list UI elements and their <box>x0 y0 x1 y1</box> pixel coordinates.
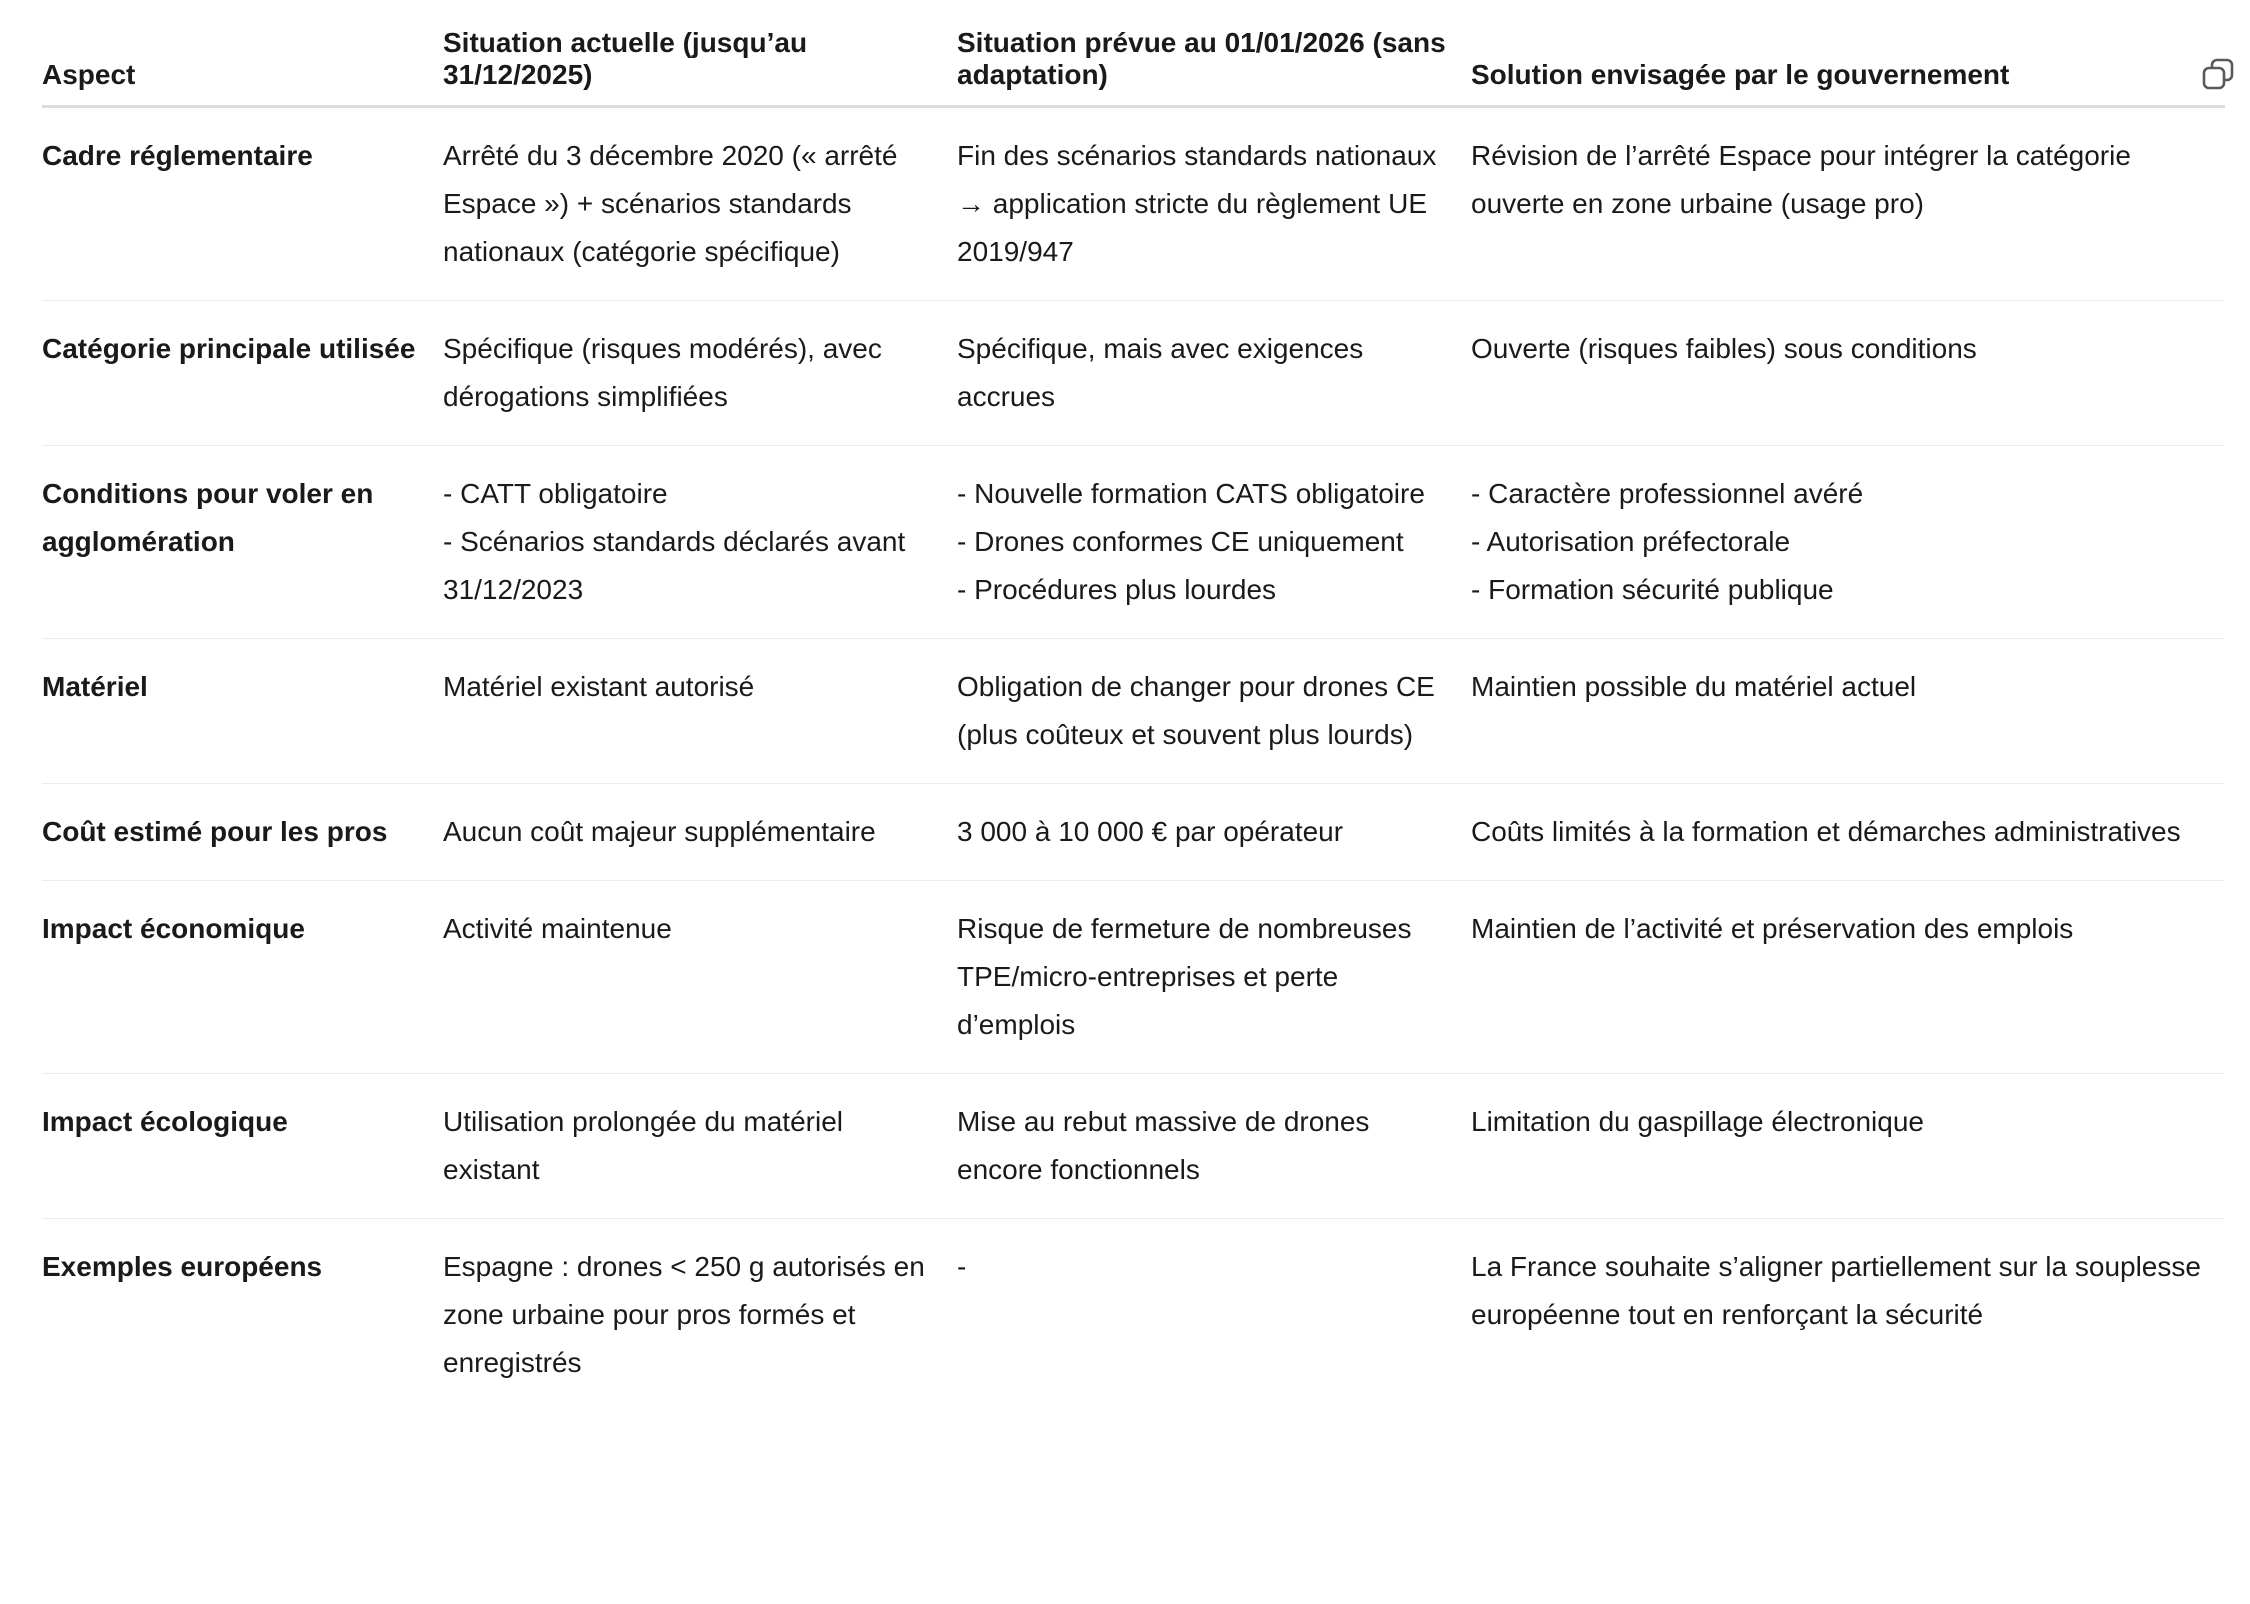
cell-aspect: Coût estimé pour les pros <box>42 784 443 881</box>
cell-solution <box>1471 446 2225 639</box>
table-row <box>42 446 2225 639</box>
cell-situation-actuelle <box>443 639 957 784</box>
cell-solution <box>1471 784 2225 881</box>
cell-line: - <box>957 1251 967 1282</box>
cell-solution <box>1471 639 2225 784</box>
cell-situation-actuelle <box>443 1074 957 1219</box>
table-row <box>42 1219 2225 1412</box>
cell-situation-prevue <box>957 784 1471 881</box>
cell-aspect: Matériel <box>42 639 443 784</box>
cell-line: Espagne : drones < 250 g autorisés en zone urbaine pour pros formés et enregistrés <box>443 1251 925 1378</box>
table-row <box>42 784 2225 881</box>
cell-line: Fin des scénarios standards nationaux → application stricte du règlement UE 2019/947 <box>957 140 1437 267</box>
cell-aspect: Cadre réglementaire <box>42 107 443 301</box>
cell-line: La France souhaite s’aligner partiellement sur la souplesse européenne tout en renforçant la sécurité <box>1471 1251 2201 1330</box>
cell-solution <box>1471 1074 2225 1219</box>
table-header <box>42 0 2225 107</box>
cell-line: Révision de l’arrêté Espace pour intégrer la catégorie ouverte en zone urbaine (usage pro) <box>1471 140 2131 219</box>
cell-line: - Nouvelle formation CATS obligatoire <box>957 478 1425 509</box>
cell-solution <box>1471 881 2225 1074</box>
copy-icon <box>2200 56 2236 92</box>
cell-line: - Drones conformes CE uniquement <box>957 526 1404 557</box>
header-situation-actuelle: Situation actuelle (jusqu’au 31/12/2025) <box>443 0 957 107</box>
cell-situation-prevue <box>957 881 1471 1074</box>
table-row <box>42 1074 2225 1219</box>
cell-situation-prevue <box>957 1074 1471 1219</box>
cell-line: Maintien de l’activité et préservation des emplois <box>1471 913 2074 944</box>
cell-line: - Procédures plus lourdes <box>957 574 1277 605</box>
cell-situation-actuelle <box>443 301 957 446</box>
cell-aspect: Impact écologique <box>42 1074 443 1219</box>
cell-aspect: Catégorie principale utilisée <box>42 301 443 446</box>
cell-aspect: Conditions pour voler en agglomération <box>42 446 443 639</box>
cell-line: Maintien possible du matériel actuel <box>1471 671 1917 702</box>
cell-line: Activité maintenue <box>443 913 672 944</box>
cell-situation-actuelle <box>443 881 957 1074</box>
cell-line: Mise au rebut massive de drones encore fonctionnels <box>957 1106 1370 1185</box>
table-body <box>42 107 2225 1412</box>
cell-situation-prevue <box>957 301 1471 446</box>
cell-line: Arrêté du 3 décembre 2020 (« arrêté Espace ») + scénarios standards nationaux (catégorie spécifique) <box>443 140 898 267</box>
cell-line: - Scénarios standards déclarés avant 31/12/2023 <box>443 526 906 605</box>
cell-situation-actuelle <box>443 107 957 301</box>
cell-line: - Caractère professionnel avéré <box>1471 478 1864 509</box>
cell-situation-prevue <box>957 639 1471 784</box>
table-row <box>42 639 2225 784</box>
copy-button[interactable] <box>2200 56 2236 92</box>
table-row <box>42 301 2225 446</box>
comparison-table-container <box>42 0 2225 1411</box>
comparison-table <box>42 0 2225 1411</box>
cell-situation-actuelle <box>443 784 957 881</box>
cell-line: Utilisation prolongée du matériel existant <box>443 1106 843 1185</box>
cell-line: - Autorisation préfectorale <box>1471 526 1791 557</box>
cell-line: - CATT obligatoire <box>443 478 668 509</box>
header-situation-prevue: Situation prévue au 01/01/2026 (sans adaptation) <box>957 0 1471 107</box>
cell-line: - Formation sécurité publique <box>1471 574 1834 605</box>
cell-line: Obligation de changer pour drones CE (plus coûteux et souvent plus lourds) <box>957 671 1435 750</box>
cell-line: Limitation du gaspillage électronique <box>1471 1106 1924 1137</box>
cell-line: Spécifique, mais avec exigences accrues <box>957 333 1364 412</box>
cell-situation-actuelle <box>443 1219 957 1412</box>
cell-aspect: Exemples européens <box>42 1251 323 1282</box>
cell-line: 3 000 à 10 000 € par opérateur <box>957 816 1344 847</box>
cell-situation-actuelle <box>443 446 957 639</box>
cell-line: Ouverte (risques faibles) sous conditions <box>1471 333 1977 364</box>
table-row <box>42 107 2225 301</box>
header-solution-gouvernement <box>1471 0 2225 107</box>
cell-line: Spécifique (risques modérés), avec dérogations simplifiées <box>443 333 882 412</box>
cell-solution <box>1471 107 2225 301</box>
table-row <box>42 881 2225 1074</box>
header-row <box>42 0 2225 107</box>
cell-line: Aucun coût majeur supplémentaire <box>443 816 876 847</box>
cell-line: Matériel existant autorisé <box>443 671 755 702</box>
cell-solution <box>1471 301 2225 446</box>
cell-situation-prevue <box>957 1219 1471 1412</box>
header-aspect: Aspect <box>42 0 443 107</box>
cell-situation-prevue <box>957 446 1471 639</box>
cell-situation-prevue <box>957 107 1471 301</box>
header-solution-label: Solution envisagée par le gouvernement <box>1471 59 2010 90</box>
cell-aspect: Impact économique <box>42 881 443 1074</box>
cell-solution <box>1471 1219 2225 1412</box>
cell-line: Coûts limités à la formation et démarches administratives <box>1471 816 2181 847</box>
cell-line: Risque de fermeture de nombreuses TPE/micro-entreprises et perte d’emplois <box>957 913 1412 1040</box>
